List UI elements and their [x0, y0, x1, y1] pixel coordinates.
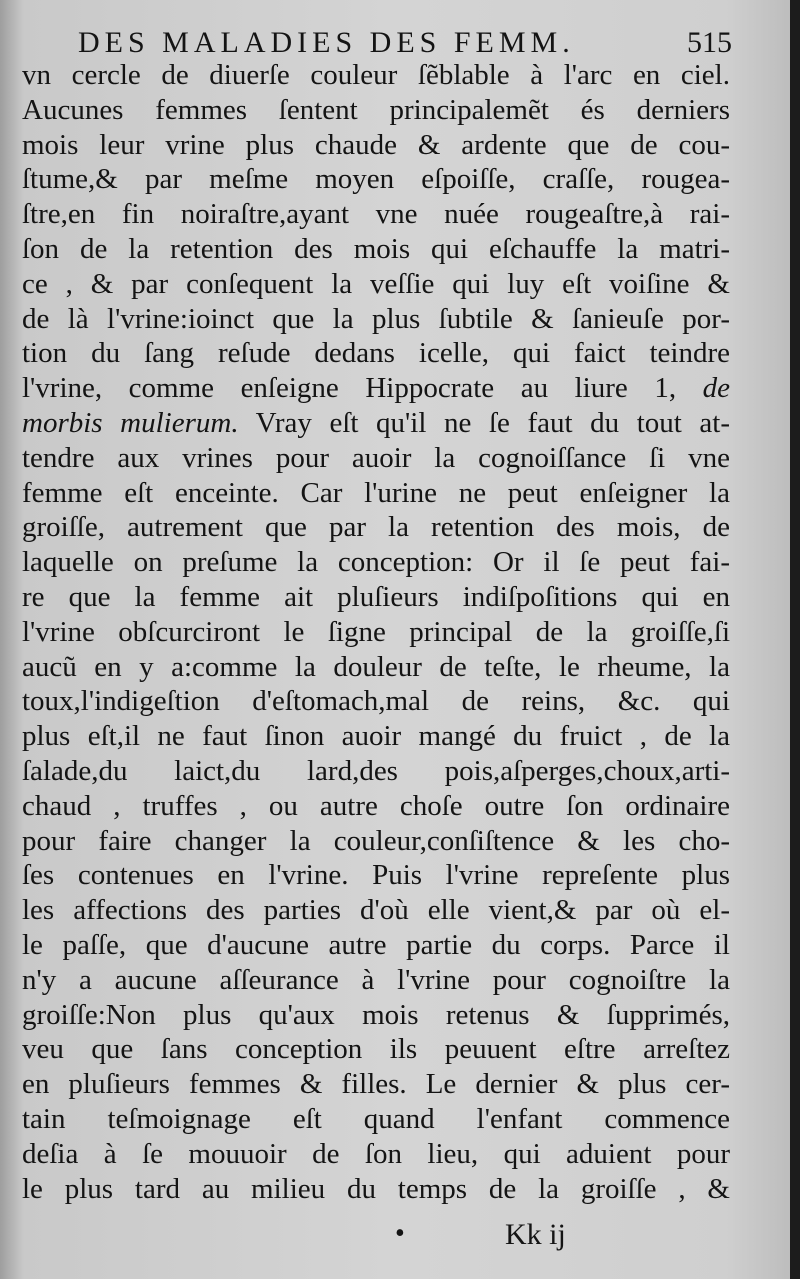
text-line-23: pour faire changer la couleur,conſiſtence & les cho-: [22, 824, 730, 857]
text-line-20: plus eſt,il ne faut ſinon auoir mangé du fruict , de la: [22, 720, 730, 753]
text-line-4: ſtume,& par meſme moyen eſpoiſſe, craſſe, rougea-: [22, 163, 730, 196]
signature-text: Kk ij: [505, 1218, 566, 1251]
text-line-19: toux,l'indigeſtion d'eſtomach,mal de reins, &c. qui: [22, 685, 730, 718]
signature-dot: •: [395, 1218, 405, 1249]
text-line-10-roman: l'vrine, comme enſeigne Hippocrate au liure 1,: [22, 372, 677, 405]
text-line-27: n'y a aucune aſſeurance à l'vrine pour cognoiſtre la: [22, 963, 730, 996]
text-line-10: [22, 371, 730, 406]
page-number: 515: [687, 26, 732, 59]
text-line-31: tain teſmoignage eſt quand l'enfant commence: [22, 1102, 730, 1135]
text-line-22: chaud , truffes , ou autre choſe outre ſon ordinaire: [22, 789, 730, 822]
text-line-3: mois leur vrine plus chaude & ardente que de cou-: [22, 128, 730, 161]
text-line-26: le paſſe, que d'aucune autre partie du corps. Parce il: [22, 928, 730, 961]
text-line-32: deſia à ſe mouuoir de ſon lieu, qui aduient pour: [22, 1137, 730, 1170]
text-line-12: tendre aux vrines pour auoir la cognoiſſance ſi vne: [22, 441, 730, 474]
text-line-8: de là l'vrine:ioinct que la plus ſubtile & ſanieuſe por-: [22, 302, 730, 335]
signature-mark: [395, 1218, 615, 1258]
page-header: [72, 26, 732, 62]
text-line-21: ſalade,du laict,du lard,des pois,aſperges,choux,arti-: [22, 754, 730, 787]
text-line-11: [22, 406, 730, 441]
text-line-29: veu que ſans conception ils peuuent eſtre arreſtez: [22, 1033, 730, 1066]
text-line-30: en pluſieurs femmes & filles. Le dernier & plus cer-: [22, 1068, 730, 1101]
text-line-18: aucũ en y a:comme la douleur de teſte, le rheume, la: [22, 650, 730, 683]
text-line-16: re que la femme ait pluſieurs indiſpoſitions qui en: [22, 580, 730, 613]
text-line-6: ſon de la retention des mois qui eſchauffe la matri-: [22, 232, 730, 265]
text-line-10-italic: de: [702, 372, 730, 405]
text-line-17: l'vrine obſcurciront le ſigne principal de la groiſſe,ſi: [22, 615, 730, 648]
text-line-24: ſes contenues en l'vrine. Puis l'vrine repreſente plus: [22, 859, 730, 892]
running-head: DES MALADIES DES FEMM.: [78, 26, 575, 59]
text-line-15: laquelle on preſume la conception: Or il ſe peut fai-: [22, 546, 730, 579]
text-line-14: groiſſe, autrement que par la retention des mois, de: [22, 511, 730, 544]
text-line-1: vn cercle de diuerſe couleur ſẽblable à l'arc en ciel.: [22, 59, 730, 91]
text-line-9: tion du ſang reſude dedans icelle, qui faict teindre: [22, 337, 730, 370]
body-text: [22, 58, 730, 1206]
text-line-28: groiſſe:Non plus qu'aux mois retenus & ſupprimés,: [22, 998, 730, 1031]
text-line-11-roman: Vray eſt qu'il ne ſe faut du tout at-: [255, 406, 730, 439]
text-line-13: femme eſt enceinte. Car l'urine ne peut enſeigner la: [22, 476, 730, 509]
text-line-5: ſtre,en fin noiraſtre,ayant vne nuée rougeaſtre,à rai-: [22, 198, 730, 231]
text-line-2: Aucunes femmes ſentent principalemẽt és derniers: [22, 93, 730, 126]
text-line-33: le plus tard au milieu du temps de la groiſſe , &: [22, 1172, 730, 1205]
text-line-25: les affections des parties d'où elle vient,& par où el-: [22, 894, 730, 927]
text-line-11-italic: morbis mulierum.: [22, 406, 239, 439]
text-line-7: ce , & par conſequent la veſſie qui luy eſt voiſine &: [22, 267, 730, 300]
